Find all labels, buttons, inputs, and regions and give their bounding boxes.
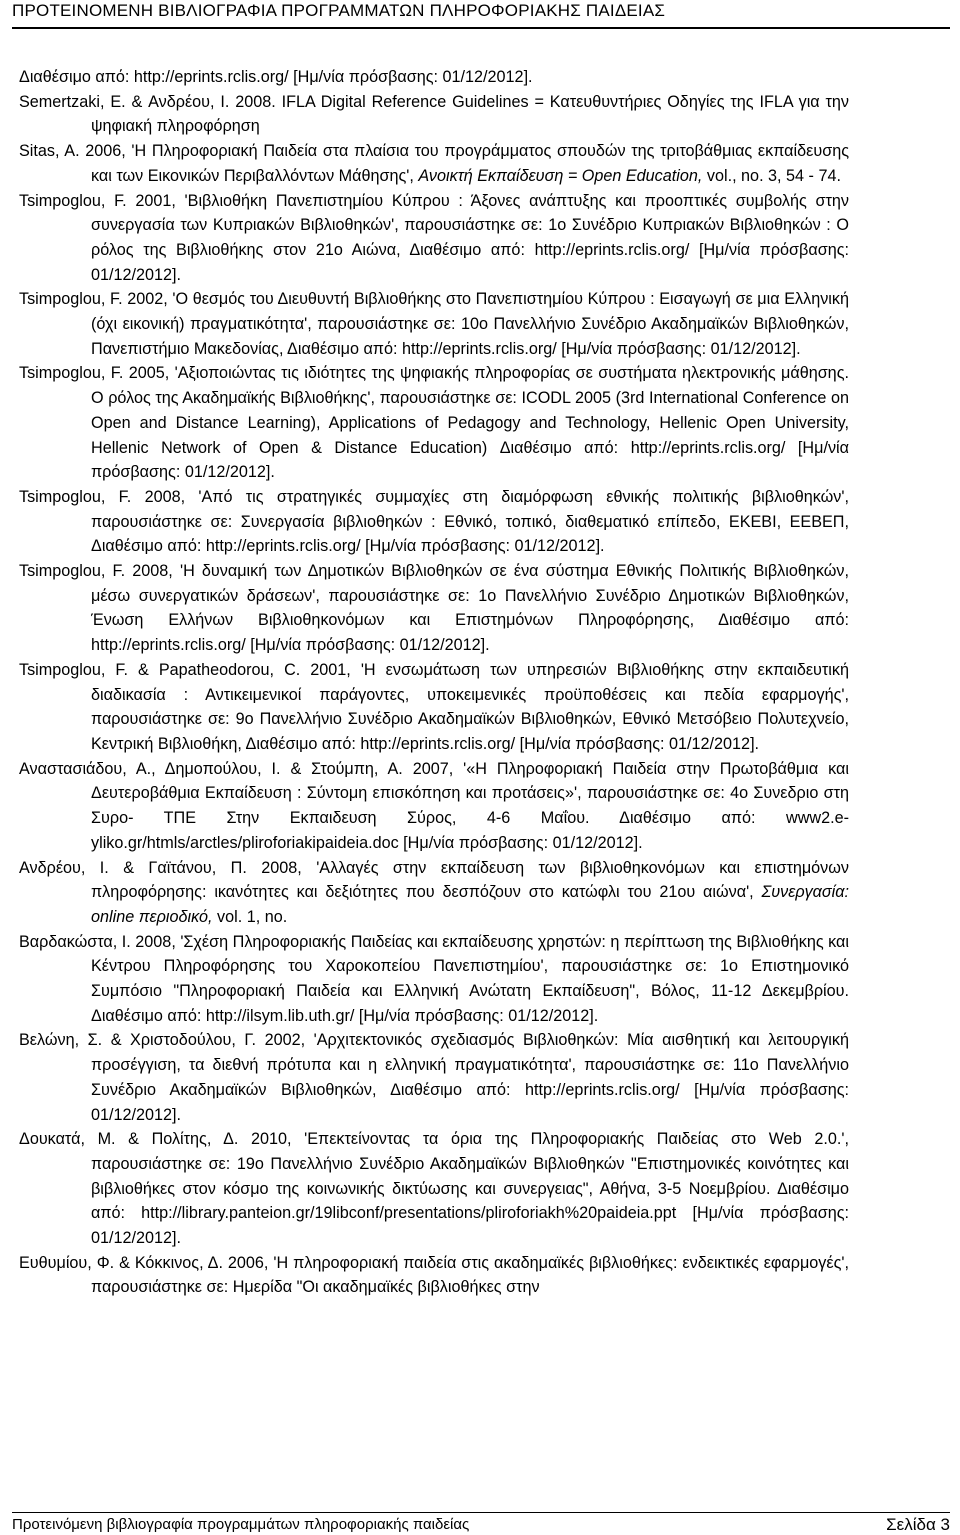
entry-text: Sitas, A. 2006, 'Η Πληροφοριακή Παιδεία στα πλαίσια του προγράμματος σπουδών της τριτοβάθμιας εκπαίδευσης και των Εικονικών Περιβαλλόντων Μάθησης', <box>19 142 849 185</box>
bibliography-entry: Βαρδακώστα, Ι. 2008, 'Σχέση Πληροφοριακής Παιδείας και εκπαίδευσης χρηστών: η περίπτωση της Βιβλιοθήκης και Κέντρου Πληροφόρησης του Χαροκοπείου Πανεπιστημίου', παρουσιάστηκε σε: 1ο Επιστημονικό Συμπόσιο "Πληροφοριακή Παιδεία και Ελληνική Ανώτατη Εκπαίδευση", Βόλος, 11-12 Δεκεμβρίου. Διαθέσιμο από: http://ilsym.lib.uth.gr/ [Ημ/νία πρόσβασης: 01/12/2012]. <box>19 932 849 1025</box>
entry-text: vol., no. 3, 54 - 74. <box>702 166 841 185</box>
footer-document-title: Προτεινόμενη βιβλιογραφία προγραμμάτων πληροφοριακής παιδείας <box>12 1516 470 1533</box>
bibliography-entry <box>19 139 849 188</box>
bibliography-entry: Tsimpoglou, F. 2005, 'Αξιοποιώντας τις ιδιότητες της ψηφιακής πληροφορίας σε συστήματα ηλεκτρονικής μάθησης. Ο ρόλος της Ακαδημαϊκής Βιβλιοθήκης', παρουσιάστηκε σε: ICODL 2005 (3rd International Conference on Open and Distance Learning), Applications of Pedagogy and Technology, Hellenic Open University, Hellenic Network of Open & Distance Education) Διαθέσιμο από: http://eprints.rclis.org/ [Ημ/νία πρόσβασης: 01/12/2012]. <box>19 364 849 482</box>
entry-text: vol. 1, no. <box>212 907 288 926</box>
page-footer <box>12 1512 950 1535</box>
running-header-title: ΠΡΟΤΕΙΝΟΜΕΝΗ ΒΙΒΛΙΟΓΡΑΦΙΑ ΠΡΟΓΡΑΜΜΑΤΩΝ ΠΛΗΡΟΦΟΡΙΑΚΗΣ ΠΑΙΔΕΙΑΣ <box>12 1 666 20</box>
entry-text: Ανδρέου, Ι. & Γαϊτάνου, Π. 2008, 'Αλλαγές στην εκπαίδευση των βιβλιοθηκονόμων και επιστημόνων πληροφόρησης: ικανότητες και δεξιότητες που δεσπόζουν στο κατώφλι του 21ου αιώνα', <box>19 858 849 902</box>
journal-title: Ανοικτή Εκπαίδευση = Open Education, <box>418 166 703 185</box>
journal-title: Συνεργασία: online περιοδικό, <box>91 883 849 926</box>
bibliography-list <box>19 65 849 1300</box>
running-header <box>12 0 950 29</box>
bibliography-entry: Ευθυμίου, Φ. & Κόκκινος, Δ. 2006, 'Η πληροφοριακή παιδεία στις ακαδημαϊκές βιβλιοθήκες: ενδεικτικές εφαρμογές', παρουσιάστηκε σε: Ημερίδα "Οι ακαδημαϊκές βιβλιοθήκες στην <box>19 1253 849 1297</box>
bibliography-entry: Tsimpoglou, F. 2002, 'Ο θεσμός του Διευθυντή Βιβλιοθήκης στο Πανεπιστημίου Κύπρου : Εισαγωγή σε μια Ελληνική (όχι εικονική) πραγματικότητα', παρουσιάστηκε σε: 10ο Πανελλήνιο Συνέδριο Ακαδημαϊκών Βιβλιοθηκών, Πανεπιστήμιο Μακεδονίας, Διαθέσιμο από: http://eprints.rclis.org/ [Ημ/νία πρόσβασης: 01/12/2012]. <box>19 290 849 358</box>
bibliography-entry: Tsimpoglou, F. & Papatheodorou, C. 2001, 'Η ενσωμάτωση των υπηρεσιών Βιβλιοθήκης στην εκπαιδευτική διαδικασία : Αντικειμενικοί παράγοντες, υποκειμενικές προϋποθέσεις και πεδία εφαρμογής', παρουσιάστηκε σε: 9ο Πανελλήνιο Συνέδριο Ακαδημαϊκών Βιβλιοθηκών, Εθνικό Μετσόβειο Πολυτεχνείο, Κεντρική Βιβλιοθήκη, Διαθέσιμο από: http://eprints.rclis.org/ [Ημ/νία πρόσβασης: 01/12/2012]. <box>19 660 849 753</box>
bibliography-entry <box>19 856 849 930</box>
bibliography-entry: Βελώνη, Σ. & Χριστοδούλου, Γ. 2002, 'Αρχιτεκτονικός σχεδιασμός Βιβλιοθηκών: Μία αισθητική και λειτουργική προσέγγιση, τα διεθνή πρότυπα και η ελληνική πραγματικότητα', παρουσιάστηκε σε: 11ο Πανελλήνιο Συνέδριο Ακαδημαϊκών Βιβλιοθηκών, Διαθέσιμο από: http://eprints.rclis.org/ [Ημ/νία πρόσβασης: 01/12/2012]. <box>19 1031 849 1124</box>
bibliography-entry: Αναστασιάδου, Α., Δημοπούλου, Ι. & Στούμπη, Α. 2007, '«Η Πληροφοριακή Παιδεία στην Πρωτοβάθμια και Δευτεροβάθμια Εκπαίδευση : Σύντομη επισκόπηση και προτάσεις»', παρουσιάστηκε σε: 4ο Συνεδριο στη Συρο- ΤΠΕ Στην Εκπαιδευση Σύρος, 4-6 Μαΐου. Διαθέσιμο από: www2.e-yliko.gr/htmls/arctles/pliroforiakipaideia.doc [Ημ/νία πρόσβασης: 01/12/2012]. <box>19 759 849 852</box>
bibliography-entry: Tsimpoglou, F. 2008, 'Η δυναμική των Δημοτικών Βιβλιοθηκών σε ένα σύστημα Εθνικής Πολιτικής Βιβλιοθηκών, μέσω συνεργατικών δράσεων', παρουσιάστηκε σε: 1ο Πανελλήνιο Συνέδριο Δημοτικών Βιβλιοθηκών, Ένωση Ελλήνων Βιβλιοθηκονόμων και Επιστημόνων Πληροφόρησης, Διαθέσιμο από: http://eprints.rclis.org/ [Ημ/νία πρόσβασης: 01/12/2012]. <box>19 562 849 655</box>
bibliography-entry: Semertzaki, E. & Ανδρέου, I. 2008. IFLA Digital Reference Guidelines = Κατευθυντήριες Οδηγίες της IFLA για την ψηφιακή πληροφόρηση <box>19 92 849 136</box>
bibliography-entry: Διαθέσιμο από: http://eprints.rclis.org/ [Ημ/νία πρόσβασης: 01/12/2012]. <box>19 68 533 86</box>
bibliography-entry: Tsimpoglou, F. 2008, 'Από τις στρατηγικές συμμαχίες στη διαμόρφωση εθνικής πολιτικής βιβλιοθηκών', παρουσιάστηκε σε: Συνεργασία βιβλιοθηκών : Εθνικό, τοπικό, διαθεματικό επίπεδο, ΕΚΕΒΙ, ΕΕΒΕΠ, Διαθέσιμο από: http://eprints.rclis.org/ [Ημ/νία πρόσβασης: 01/12/2012]. <box>19 487 849 556</box>
page-number: Σελίδα 3 <box>886 1515 950 1534</box>
bibliography-entry: Tsimpoglou, F. 2001, 'Βιβλιοθήκη Πανεπιστημίου Κύπρου : Άξονες ανάπτυξης και προοπτικές συμβολής στην συνεργασία των Κυπριακών Βιβλιοθηκών', παρουσιάστηκε σε: 1ο Συνέδριο Κυπριακών Βιβλιοθηκών : Ο ρόλος της Βιβλιοθήκης στον 21ο Αιώνα, Διαθέσιμο από: http://eprints.rclis.org/ [Ημ/νία πρόσβασης: 01/12/2012]. <box>19 191 849 284</box>
bibliography-entry: Δουκατά, Μ. & Πολίτης, Δ. 2010, 'Επεκτείνοντας τα όρια της Πληροφοριακής Παιδείας στο Web 2.0.', παρουσιάστηκε σε: 19ο Πανελλήνιο Συνέδριο Ακαδημαϊκών Βιβλιοθηκών "Επιστημονικές κοινότητες και βιβλιοθήκες στον κόσμο της κοινωνικής δικτύωσης και συνεργειας", Αθήνα, 3-5 Νοεμβρίου. Διαθέσιμο από: http://library.panteion.gr/19libconf/presentations/pliroforiakh%20paideia.ppt [Ημ/νία πρόσβασης: 01/12/2012]. <box>19 1130 849 1248</box>
